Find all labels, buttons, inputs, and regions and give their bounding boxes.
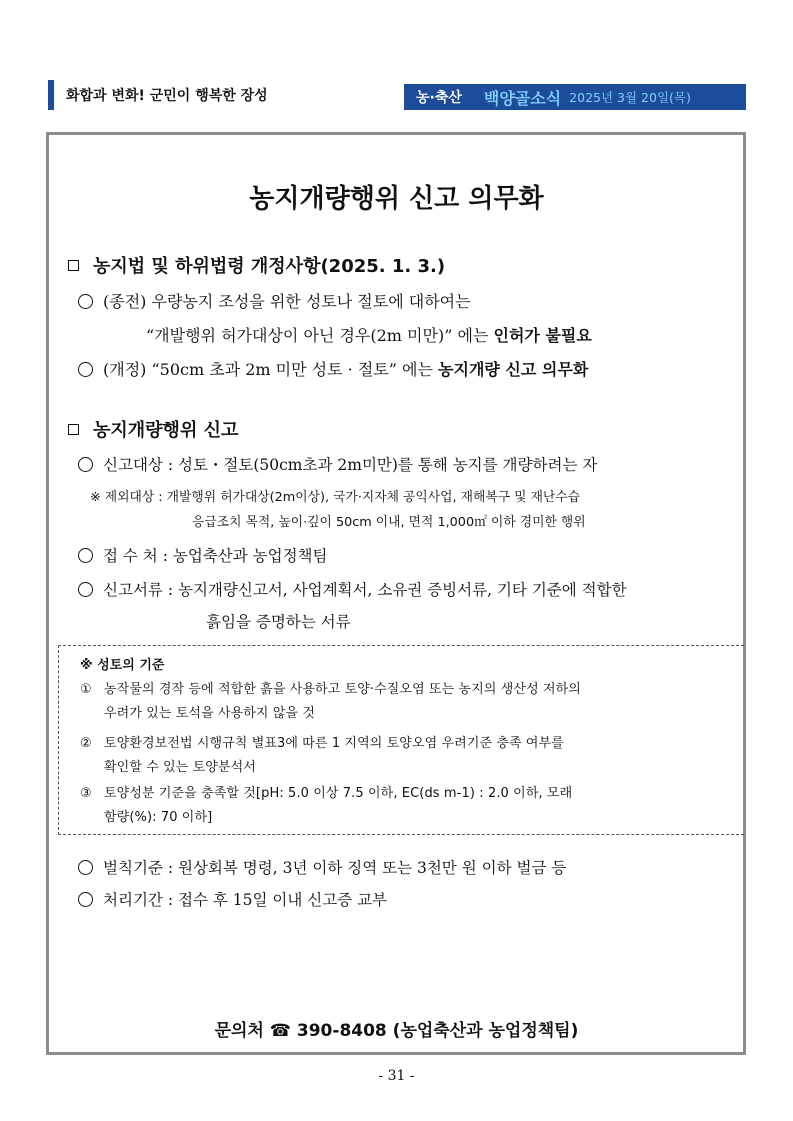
section2-exclusion-line1: ※ 제외대상 : 개발행위 허가대상(2m이상), 국가·지자체 공익사업, 재해복구 및 재난수습 bbox=[90, 490, 581, 505]
section1-item2-bold: 농지개량 신고 의무화 bbox=[438, 360, 589, 379]
penalty-text: 벌칙기준 : 원상회복 명령, 3년 이하 징역 또는 3천만 원 이하 벌금 등 bbox=[103, 859, 567, 877]
circle-bullet-icon bbox=[78, 892, 93, 907]
penalty-item bbox=[78, 856, 566, 878]
header-publication: 백양골소식 bbox=[483, 88, 562, 108]
criteria-item-line2: 확인할 수 있는 토양분석서 bbox=[104, 760, 256, 775]
circle-bullet-icon bbox=[78, 548, 93, 563]
section2-documents-line1: 신고서류 : 농지개량신고서, 사업계획서, 소유권 증빙서류, 기타 기준에 적합한 bbox=[103, 581, 627, 599]
circle-bullet-icon bbox=[78, 457, 93, 472]
section1-item1-bold: 인허가 불필요 bbox=[493, 326, 592, 345]
criteria-item-number: ① bbox=[80, 682, 92, 697]
circle-bullet-icon bbox=[78, 860, 93, 875]
criteria-item-line1: 토양성분 기준을 충족할 것[pH: 5.0 이상 7.5 이하, EC(ds m-1) : 2.0 이하, 모래 bbox=[104, 786, 573, 801]
criteria-item-line2: 함량(%): 70 이하] bbox=[104, 810, 213, 825]
section1-heading bbox=[68, 252, 445, 278]
section1-item2-text: (개정) “50cm 초과 2m 미만 성토 · 절토” 에는 bbox=[103, 360, 433, 379]
header-accent-bar bbox=[48, 80, 54, 110]
square-bullet-icon bbox=[68, 260, 79, 271]
criteria-item-2 bbox=[80, 732, 730, 780]
criteria-title: ※ 성토의 기준 bbox=[80, 658, 165, 673]
section2-target bbox=[78, 453, 597, 475]
criteria-item-3 bbox=[80, 782, 730, 830]
processing-text: 처리기간 : 접수 후 15일 이내 신고증 교부 bbox=[103, 891, 388, 909]
criteria-item-line1: 토양환경보전법 시행규칙 별표3에 따른 1 지역의 토양오염 우려기준 충족 여부를 bbox=[104, 736, 564, 751]
section2-documents-line2: 흙임을 증명하는 서류 bbox=[206, 613, 351, 631]
section2-heading-text: 농지개량행위 신고 bbox=[93, 420, 239, 441]
circle-bullet-icon bbox=[78, 294, 93, 309]
section1-item1-line2: “개발행위 허가대상이 아닌 경우(2m 미만)” 에는 bbox=[146, 326, 489, 345]
section2-target-text: 신고대상 : 성토・절토(50cm초과 2m미만)를 통해 농지를 개량하려는 자 bbox=[103, 456, 598, 474]
section1-item1-line1: (종전) 우량농지 조성을 위한 성토나 절토에 대하여는 bbox=[103, 292, 471, 311]
header-info-banner bbox=[404, 84, 746, 110]
page-title: 농지개량행위 신고 의무화 bbox=[249, 184, 544, 214]
section2-documents bbox=[78, 578, 627, 600]
criteria-item-line2: 우려가 있는 토석을 사용하지 않을 것 bbox=[104, 706, 316, 721]
header-date: 2025년 3월 20일(목) bbox=[569, 90, 691, 105]
header-slogan: 화합과 변화! 군민이 행복한 장성 bbox=[66, 88, 268, 104]
section1-item2 bbox=[78, 357, 588, 380]
square-bullet-icon bbox=[68, 424, 79, 435]
criteria-item-number: ② bbox=[80, 736, 92, 751]
processing-item bbox=[78, 888, 387, 910]
contact-info: 문의처 ☎ 390-8408 (농업축산과 농업정책팀) bbox=[214, 1021, 579, 1041]
section2-exclusion-line2: 응급조치 목적, 높이·깊이 50cm 이내, 면적 1,000㎡ 이하 경미한 행위 bbox=[192, 515, 586, 530]
section2-heading bbox=[68, 416, 238, 442]
criteria-item-number: ③ bbox=[80, 786, 92, 801]
section2-office bbox=[78, 544, 328, 566]
criteria-item-1 bbox=[80, 678, 730, 726]
circle-bullet-icon bbox=[78, 582, 93, 597]
header-slogan-block bbox=[48, 80, 268, 110]
section1-item1 bbox=[78, 289, 471, 312]
section1-heading-text: 농지법 및 하위법령 개정사항(2025. 1. 3.) bbox=[93, 256, 446, 277]
section2-office-text: 접 수 처 : 농업축산과 농업정책팀 bbox=[103, 547, 328, 565]
header-section: 농·축산 bbox=[416, 90, 462, 106]
section1-item1-cont bbox=[146, 323, 592, 346]
criteria-item-line1: 농작물의 경작 등에 적합한 흙을 사용하고 토양·수질오염 또는 농지의 생산성 저하의 bbox=[104, 682, 581, 697]
circle-bullet-icon bbox=[78, 362, 93, 377]
page-number: - 31 - bbox=[378, 1068, 415, 1084]
